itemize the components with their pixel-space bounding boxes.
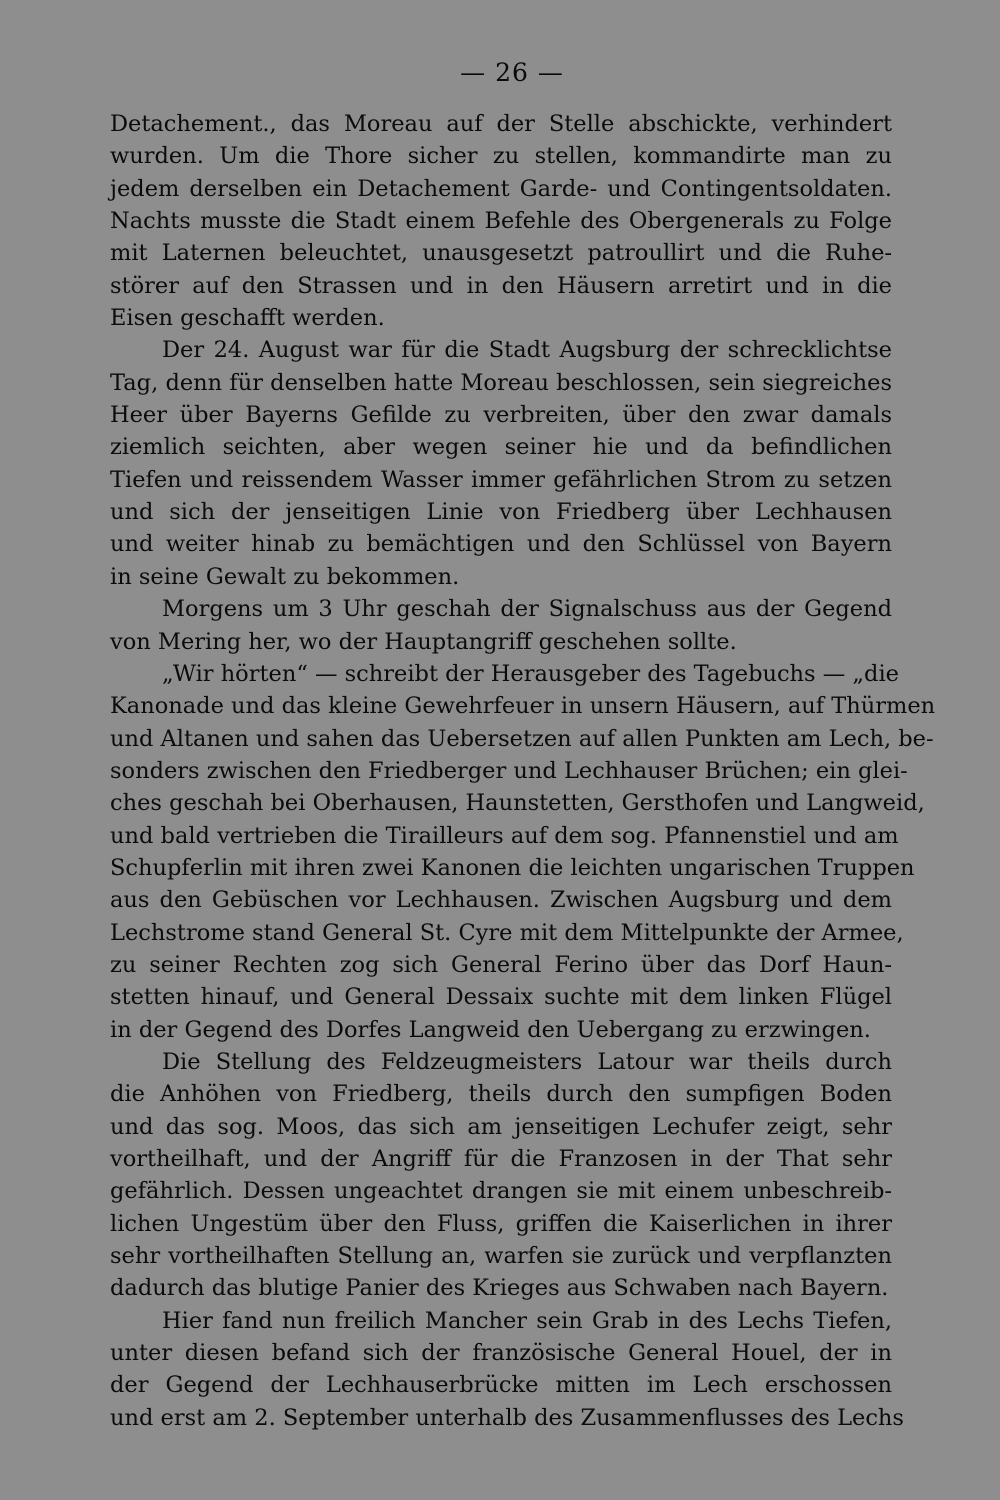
text-line: Detachement., das Moreau auf der Stelle abschickte, verhindert bbox=[110, 111, 892, 137]
text-line: in seine Gewalt zu bekommen. bbox=[110, 563, 460, 590]
text-line: vortheilhaft, und der Angriff für die Franzosen in der That sehr bbox=[110, 1146, 892, 1172]
paragraph bbox=[110, 658, 936, 1046]
text-line: Hier fand nun freilich Mancher sein Grab in des Lechs Tiefen, bbox=[162, 1307, 892, 1334]
text-line: Morgens um 3 Uhr geschah der Signalschuss aus der Gegend bbox=[162, 596, 892, 623]
text-line: und weiter hinab zu bemächtigen und den Schlüssel von Bayern bbox=[110, 531, 892, 558]
text-line: Tiefen und reissendem Wasser immer gefährlichen Strom zu setzen bbox=[110, 466, 892, 493]
text-line: störer auf den Strassen und in den Häusern arretirt und in die bbox=[110, 272, 892, 299]
text-line: stetten hinauf, und General Dessaix suchte mit dem linken Flügel bbox=[110, 984, 892, 1011]
text-line: die Anhöhen von Friedberg, theils durch den sumpfigen Boden bbox=[110, 1081, 892, 1108]
text-line: sehr vortheilhaften Stellung an, warfen sie zurück und verpflanzten bbox=[110, 1243, 892, 1270]
text-line: und sich der jenseitigen Linie von Friedberg über Lechhausen bbox=[110, 499, 892, 526]
paragraph bbox=[110, 1305, 904, 1434]
text-line: aus den Gebüschen vor Lechhausen. Zwischen Augsburg und dem bbox=[110, 887, 892, 914]
text-line: gefährlich. Dessen ungeachtet drangen sie mit einem unbeschreib- bbox=[110, 1178, 892, 1205]
paragraph bbox=[110, 108, 892, 334]
body-text bbox=[110, 108, 936, 1434]
text-line: unter diesen befand sich der französische General Houel, der in bbox=[110, 1340, 892, 1367]
text-line: mit Laternen beleuchtet, unausgesetzt patroullirt und die Ruhe- bbox=[110, 240, 892, 267]
text-line: und Altanen und sahen das Uebersetzen auf allen Punkten am Lech, be- bbox=[110, 725, 934, 752]
text-line: Die Stellung des Feldzeugmeisters Latour war theils durch bbox=[162, 1048, 892, 1075]
text-line: lichen Ungestüm über den Fluss, griffen die Kaiserlichen in ihrer bbox=[110, 1210, 892, 1237]
text-line: Heer über Bayerns Gefilde zu verbreiten, über den zwar damals bbox=[110, 402, 892, 429]
text-line: ches geschah bei Oberhausen, Haunstetten, Gersthofen und Langweid, bbox=[110, 790, 925, 817]
text-line: Eisen geschafft werden. bbox=[110, 305, 385, 332]
text-line: in der Gegend des Dorfes Langweid den Uebergang zu erzwingen. bbox=[110, 1016, 871, 1043]
text-line: sonders zwischen den Friedberger und Lechhauser Brüchen; ein glei- bbox=[110, 757, 908, 784]
text-line: Lechstrome stand General St. Cyre mit dem Mittelpunkte der Armee, bbox=[110, 919, 904, 946]
text-line: „Wir hörten“ — schreibt der Herausgeber des Tagebuchs — „die bbox=[162, 660, 899, 687]
text-line: und bald vertrieben die Tirailleurs auf dem sog. Pfannenstiel und am bbox=[110, 822, 899, 849]
text-line: und erst am 2. September unterhalb des Zusammenflusses des Lechs bbox=[110, 1404, 904, 1431]
text-line: dadurch das blutige Panier des Krieges aus Schwaben nach Bayern. bbox=[110, 1275, 889, 1302]
text-line: Schupferlin mit ihren zwei Kanonen die leichten ungarischen Truppen bbox=[110, 854, 915, 881]
text-line: Nachts musste die Stadt einem Befehle des Obergenerals zu Folge bbox=[110, 208, 892, 235]
text-line: jedem derselben ein Detachement Garde- und Contingentsoldaten. bbox=[110, 175, 892, 202]
paragraph bbox=[110, 334, 892, 593]
text-line: Der 24. August war für die Stadt Augsburg der schrecklichtse bbox=[162, 337, 892, 364]
paragraph bbox=[110, 1046, 892, 1305]
text-line: wurden. Um die Thore sicher zu stellen, kommandirte man zu bbox=[110, 143, 892, 170]
page-number: — 26 — bbox=[460, 58, 564, 87]
paragraph bbox=[110, 593, 892, 658]
text-line: Tag, denn für denselben hatte Moreau beschlossen, sein siegreiches bbox=[110, 369, 892, 396]
text-line: Kanonade und das kleine Gewehrfeuer in unsern Häusern, auf Thürmen bbox=[110, 693, 936, 720]
text-line: von Mering her, wo der Hauptangriff geschehen sollte. bbox=[110, 628, 737, 655]
text-line: zu seiner Rechten zog sich General Ferino über das Dorf Haun- bbox=[110, 951, 892, 978]
text-line: der Gegend der Lechhauserbrücke mitten im Lech erschossen bbox=[110, 1372, 892, 1399]
text-line: und das sog. Moos, das sich am jenseitigen Lechufer zeigt, sehr bbox=[110, 1113, 892, 1140]
text-line: ziemlich seichten, aber wegen seiner hie und da befindlichen bbox=[110, 434, 892, 461]
